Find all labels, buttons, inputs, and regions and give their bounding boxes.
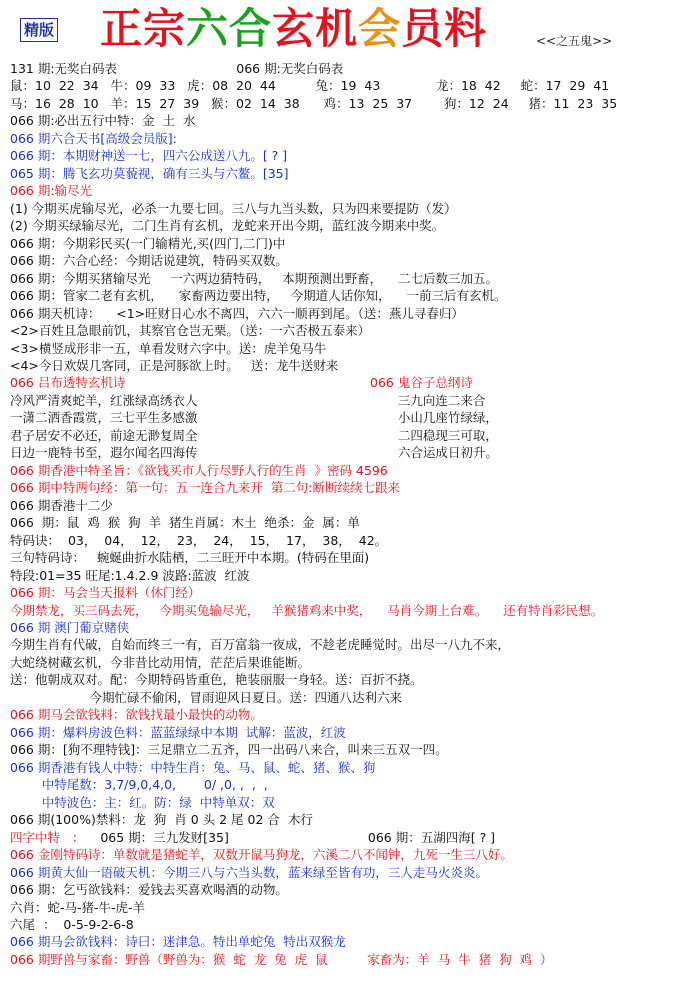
title-char: 宗 — [143, 4, 187, 53]
document-line: 鼠：10 22 34 牛：09 33 虎：08 20 44 兔：19 43 龙：18 42 蛇：17 29 41 — [10, 78, 610, 94]
page-title — [100, 2, 487, 56]
line-left-column: 日边一鹿特书至，遐尔闻名四海传 — [10, 445, 198, 461]
edition-badge: 精版 — [20, 18, 58, 42]
document-line: 六尾 ： 0-5-9-2-6-8 — [10, 916, 134, 932]
document-line: 066 期香港有钱人中特：中特生肖：兔、马、鼠、蛇、猪、猴、狗 — [10, 759, 376, 775]
document-line — [10, 392, 685, 409]
document-line: 中特波色：主：红。防：绿 中特单双：双 — [10, 794, 275, 810]
document-line: (1) 今期买虎输尽光，必杀一九要七回。三八与九当头数，只为四来要提防（发） — [10, 200, 457, 216]
line-left-column: 冷风严清爽蛇羊，红涨绿高绣衣人 — [10, 392, 198, 408]
document-line: 066 期天机诗： <1>旺财日心水不离四，六六一顺再到尾。（送：燕儿寻春归） — [10, 305, 464, 321]
document-line — [10, 427, 685, 444]
title-char: 料 — [444, 4, 488, 53]
document-body — [10, 60, 685, 968]
document-line: 066 期(100%)禁料：龙 狗 肖 0 头 2 尾 02 合 木行 — [10, 812, 313, 828]
title-char: 员 — [401, 4, 445, 53]
signature: <<之五鬼>> — [536, 34, 613, 48]
header — [0, 0, 690, 60]
line-right-column: 小山几座竹绿绿， — [370, 410, 498, 426]
document-line — [10, 829, 685, 846]
document-line: 131 期:无奖白码表 066 期:无奖白码表 — [10, 61, 344, 76]
title-char: 正 — [100, 4, 144, 53]
document-line: 066 金刚特码诗：单数就是猪蛇羊，双数开鼠马狗龙，六溪二八不闻钟，九死一生三八好。 — [10, 847, 513, 863]
document-line: 066 期：爆料房波色料：蓝蓝绿绿中本期 试解：蓝波，红波 — [10, 724, 346, 740]
title-char: 合 — [229, 4, 273, 53]
line-segment: 065 期：三九发财[35] — [100, 829, 229, 845]
document-line: 特码诀： 03， 04， 12， 23， 24， 15， 17， 38， 42。 — [10, 532, 388, 548]
line-segment: 四字中特 ： — [10, 829, 101, 845]
document-line: 066 期野兽与家畜：野兽（野兽为：猴 蛇 龙 兔 虎 鼠 家畜为：羊 马 牛 猪 狗 鸡 ） — [10, 951, 553, 967]
document-line: 中特尾数：3,7/9,0,4,0, 0/ ,0, , , , — [10, 777, 268, 793]
document-line: 今期生肖有代破，自始而终三一有，百万富翁一夜成，不趁老虎睡觉时。出尽一八九不来， — [10, 637, 511, 653]
line-right-column: 二四稳现三可取， — [370, 427, 498, 443]
document-line: 六肖：蛇-马-猪-牛-虎-羊 — [10, 899, 146, 915]
document-line — [10, 374, 685, 391]
document-line: 066 期:必出五行中特：金 土 水 — [10, 113, 196, 129]
document-line: 066 期：本期财神送一七，四六公成送八九。[ ? ] — [10, 148, 288, 164]
document-line: 066 期六合天书[高级会员版]: — [10, 130, 177, 146]
document-line: 066 期：鼠 鸡 猴 狗 羊 猪生肖属：木土 绝杀：金 属：单 — [10, 515, 360, 531]
title-char: 六 — [186, 4, 230, 53]
document-line: 066 期：六合心经：今期话说建筑，特码买双数。 — [10, 253, 288, 269]
document-line — [10, 444, 685, 461]
document-line: 今期忙碌不偷闲，冒雨迎风日夏日。送：四通八达利六来 — [10, 689, 402, 705]
document-line: 066 期中特两句经：第一句：五一连合九来开 第二句:断断续续七跟来 — [10, 480, 400, 496]
document-line: 066 期香港中特圣旨：《欲钱买市人行尽野人行的生肖 》密码 4596 — [10, 462, 388, 478]
document-line: 066 期香港十二少 — [10, 497, 113, 513]
document-line: <2>百姓且急眼前饥，其察官仓岂无栗。（送：一六否极五泰来） — [10, 323, 371, 339]
line-right-column: 六合运成日初升。 — [370, 445, 498, 461]
document-line: 066 期：管家二老有玄机， 家畜两边要出特， 今期道人话你知， 一前三后有玄机。 — [10, 288, 507, 304]
document-line: 马：16 28 10 羊：15 27 39 猴：02 14 38 鸡：13 25 37 狗：12 24 猪：11 23 35 — [10, 95, 618, 111]
document-line: 特段:01=35 旺尾:1.4.2.9 波路:蓝波 红波 — [10, 567, 250, 583]
line-right-column: 三九向连二来合 — [370, 392, 486, 408]
document-line: 今期禁龙，买三码去死， 今期买兔输尽光， 羊猴猪鸡来中奖， 马肖今期上台难。 还有特肖彩民想。 — [10, 602, 604, 618]
title-char: 玄 — [272, 4, 316, 53]
document-line: 066 期：马会当天报料（休门经） — [10, 585, 201, 601]
document-line: <4>今日欢娱几客同，正是河豚欲上时。 送：龙牛送财来 — [10, 357, 339, 373]
title-char: 机 — [315, 4, 359, 53]
document-line: 066 期：[狗不理特钱]：三足鼎立二五齐，四一出码八来合，叫来三五双一四。 — [10, 742, 448, 758]
line-left-column: 君子居安不必还，前途无渺复周全 — [10, 427, 198, 443]
title-char: 会 — [358, 4, 402, 53]
document-line: 066 期马会欲钱料：诗曰：迷津急。特出单蛇兔 特出双猴龙 — [10, 934, 346, 950]
document-line: 066 期马会欲钱料：欲钱找最小最快的动物。 — [10, 707, 263, 723]
line-left-column: 066 吕布透特玄机诗 — [10, 375, 126, 391]
document-line: 066 期 澳门葡京赌侠 — [10, 620, 130, 635]
line-right-column: 066 鬼谷子总纲诗 — [370, 375, 473, 391]
document-line: 066 期：今期买猪输尽光 一六两边猜特码， 本期预测出野畜， 二七后数三加五。 — [10, 270, 499, 286]
document-line: 066 期:输尽光 — [10, 183, 93, 199]
document-line: 066 期：今期彩民买(一门输精光,买(四门,二门)中 — [10, 235, 286, 251]
line-left-column: 一潇二洒香霞赏，三七平生多感激 — [10, 410, 198, 426]
document-line: 066 期黄大仙一语破天机：今期三八与六当头数，蓝来绿至皆有功，三人走马火炎炎。 — [10, 864, 488, 880]
document-line: (2) 今期买绿输尽光，二门生肖有玄机，龙蛇来开出今期，蓝红波今期来中奖。 — [10, 218, 445, 234]
document-line: 三句特码诗： 蜿蜒曲折水陆栖，二三旺开中本期。(特码在里面) — [10, 550, 370, 566]
document-line: <3>横竖成形非一五，单看发财六字中。送：虎羊兔马牛 — [10, 340, 327, 356]
document-line — [10, 409, 685, 426]
line-segment: 066 期：五湖四海[ ? ] — [228, 829, 496, 845]
document-line: 066 期：乞丐欲钱料：爱钱去买喜欢喝酒的动物。 — [10, 882, 288, 898]
document-line: 大蛇绕树藏玄机，今非昔比动用情，茫茫后果谁能断。 — [10, 654, 311, 670]
document-line: 送：他朝成双对。配：今期特码皆重色，艳装丽服一身轻。送：百折不挠。 — [10, 672, 423, 688]
document-line: 065 期：腾飞玄功莫藐视，确有三头与六鳌。[35] — [10, 165, 289, 181]
